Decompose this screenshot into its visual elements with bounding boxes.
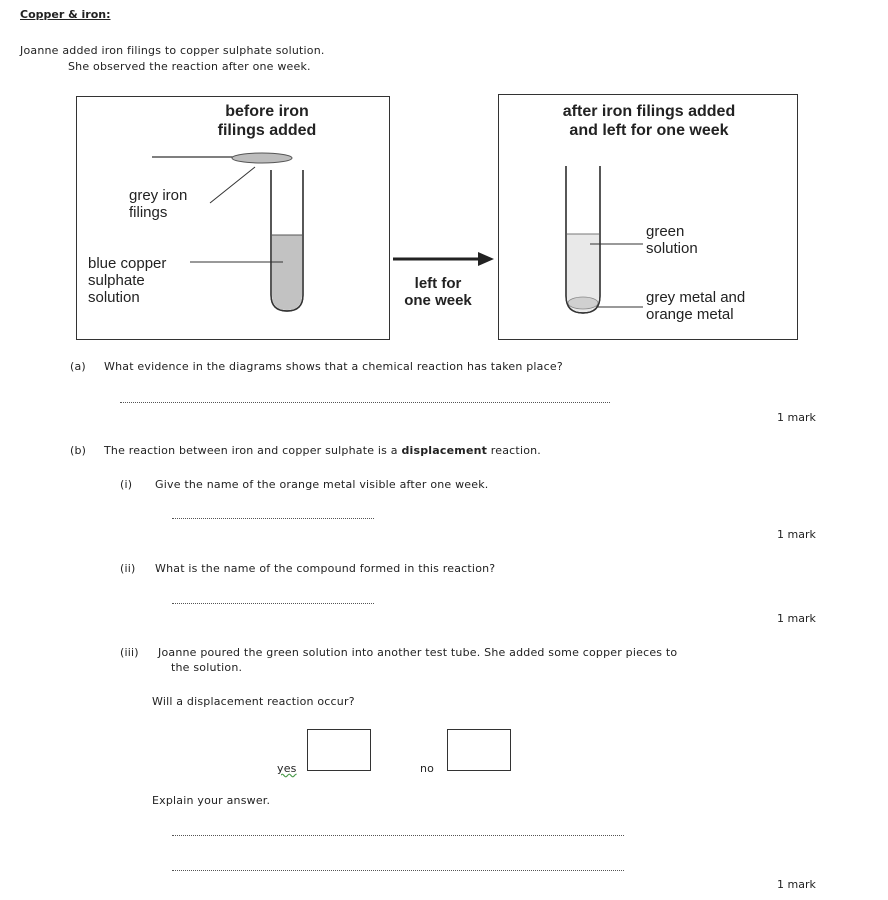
intro-line-2: She observed the reaction after one week. bbox=[68, 60, 311, 73]
mark-bi: 1 mark bbox=[777, 528, 816, 541]
mark-bii: 1 mark bbox=[777, 612, 816, 625]
arrow-head bbox=[478, 252, 494, 266]
diagram-after-box bbox=[498, 94, 798, 340]
question-bi-text: Give the name of the orange metal visible after one week. bbox=[155, 478, 489, 491]
intro-line-1: Joanne added iron filings to copper sulphate solution. bbox=[20, 44, 325, 57]
label-grey-iron-line-1: grey iron bbox=[129, 187, 188, 204]
question-b-text bbox=[104, 444, 541, 457]
after-title-line-1: after iron filings added bbox=[562, 103, 736, 120]
label-green-line-1: green bbox=[646, 223, 685, 240]
question-b-text-post: reaction. bbox=[487, 444, 541, 457]
question-biii-text-1: Joanne poured the green solution into another test tube. She added some copper pieces to bbox=[158, 646, 678, 659]
question-b-number: (b) bbox=[70, 444, 87, 457]
label-metal-line-2: orange metal bbox=[646, 306, 734, 323]
mark-a: 1 mark bbox=[777, 411, 816, 424]
question-a-number: (a) bbox=[70, 360, 86, 373]
label-blue-copper-line-1: blue copper bbox=[88, 255, 167, 272]
label-metals bbox=[646, 289, 745, 323]
question-bii-number: (ii) bbox=[120, 562, 136, 575]
arrow-label-line-2: one week bbox=[404, 292, 472, 309]
explain-prompt: Explain your answer. bbox=[152, 794, 271, 807]
question-biii-prompt: Will a displacement reaction occur? bbox=[152, 695, 355, 708]
question-bii-text: What is the name of the compound formed in this reaction? bbox=[155, 562, 496, 575]
question-biii-number: (iii) bbox=[120, 646, 139, 659]
label-blue-copper-line-2: sulphate bbox=[88, 272, 145, 289]
yes-label: yes bbox=[277, 762, 297, 775]
label-blue-copper-line-3: solution bbox=[88, 289, 140, 306]
mark-biii: 1 mark bbox=[777, 878, 816, 891]
answer-line-a[interactable] bbox=[120, 402, 610, 403]
question-a-text: What evidence in the diagrams shows that a chemical reaction has taken place? bbox=[104, 360, 563, 373]
answer-line-biii-2[interactable] bbox=[172, 870, 624, 871]
blue-solution bbox=[272, 235, 302, 310]
arrow-label-line-1: left for bbox=[414, 275, 462, 292]
after-title bbox=[519, 102, 779, 140]
label-grey-iron-line-2: filings bbox=[129, 204, 168, 221]
answer-line-bi[interactable] bbox=[172, 518, 374, 519]
no-label: no bbox=[420, 762, 435, 775]
question-biii-text-2: the solution. bbox=[171, 661, 243, 674]
pointer-iron bbox=[210, 167, 255, 203]
question-b-text-bold: displacement bbox=[401, 444, 488, 457]
after-title-line-2: and left for one week bbox=[569, 122, 729, 139]
spatula-filings bbox=[232, 153, 292, 163]
before-title-line-2: filings added bbox=[217, 122, 317, 139]
answer-line-biii-1[interactable] bbox=[172, 835, 624, 836]
question-b-text-pre: The reaction between iron and copper sulphate is a bbox=[104, 444, 402, 457]
label-green-line-2: solution bbox=[646, 240, 698, 257]
before-title-line-1: before iron bbox=[225, 103, 309, 120]
answer-line-bii[interactable] bbox=[172, 603, 374, 604]
label-metal-line-1: grey metal and bbox=[646, 289, 746, 306]
page-title: Copper & iron: bbox=[20, 8, 111, 21]
yes-checkbox[interactable] bbox=[307, 729, 371, 771]
arrow-label bbox=[393, 275, 483, 309]
no-checkbox[interactable] bbox=[447, 729, 511, 771]
question-bi-number: (i) bbox=[120, 478, 133, 491]
label-green-solution bbox=[646, 223, 698, 257]
